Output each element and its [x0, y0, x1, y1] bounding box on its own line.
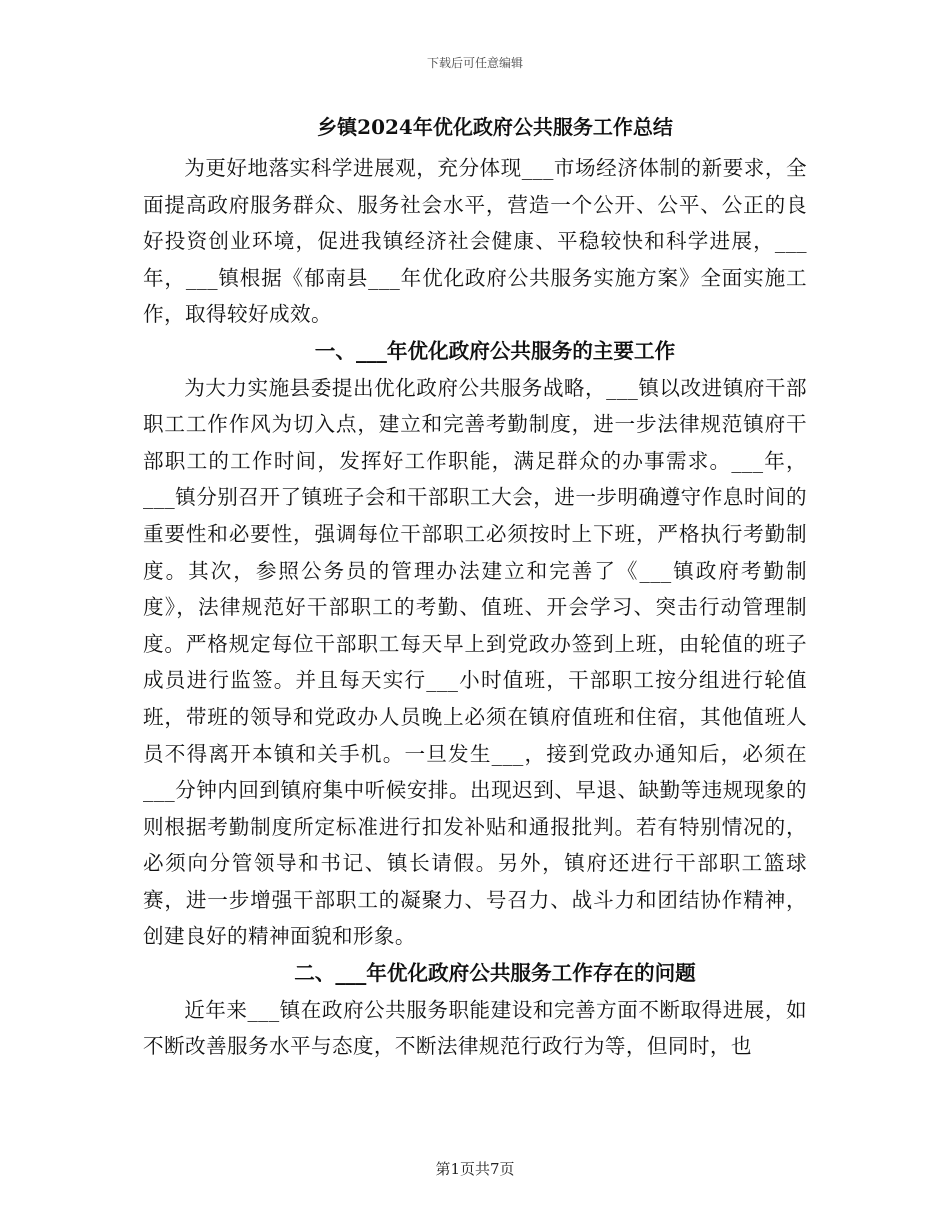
section-paragraph-2: 近年来___镇在政府公共服务职能建设和完善方面不断取得进展，如不断改善服务水平与态度，不断法律规范行政行为等，但同时，也 [143, 997, 807, 1059]
intro-paragraph: 为更好地落实科学进展观，充分体现___市场经济体制的新要求，全面提高政府服务群众、服务社会水平，营造一个公开、公平、公正的良好投资创业环境，促进我镇经济社会健康、平稳较快和科学进展，___年，___镇根据《郁南县___年优化政府公共服务实施方案》全面实施工作，取得较好成效。 [143, 156, 807, 327]
section-heading-1: 一、___年优化政府公共服务的主要工作 [314, 338, 676, 363]
section-paragraph-1: 为大力实施县委提出优化政府公共服务战略，___镇以改进镇府干部职工工作作风为切入点，建立和完善考勤制度，进一步法律规范镇府干部职工的工作时间，发挥好工作职能，满足群众的办事需求。___年，___镇分别召开了镇班子会和干部职工大会，进一步明确遵守作息时间的重要性和必要性，强调每位干部职工必须按时上下班，严格执行考勤制度。其次，参照公务员的管理办法建立和完善了《___镇政府考勤制度》，法律规范好干部职工的考勤、值班、开会学习、突击行动管理制度。严格规定每位干部职工每天早上到党政办签到上班，由轮值的班子成员进行监签。并且每天实行___小时值班，干部职工按分组进行轮值班，带班的领导和党政办人员晚上必须在镇府值班和住宿，其他值班人员不得离开本镇和关手机。一旦发生___，接到党政办通知后，必须在___分钟内回到镇府集中听候安排。出现迟到、早退、缺勤等违规现象的则根据考勤制度所定标准进行扣发补贴和通报批判。若有特别情况的，必须向分管领导和书记、镇长请假。另外，镇府还进行干部职工篮球赛，进一步增强干部职工的凝聚力、号召力、战斗力和团结协作精神，创建良好的精神面貌和形象。 [143, 375, 807, 949]
page-number: 第1页共7页 [435, 1160, 515, 1178]
page-header-note: 下载后可任意编辑 [426, 56, 523, 70]
document-title: 乡镇2024年优化政府公共服务工作总结 [317, 115, 673, 139]
document-body [143, 110, 807, 1065]
section-heading-2: 二、___年优化政府公共服务工作存在的问题 [294, 961, 696, 986]
